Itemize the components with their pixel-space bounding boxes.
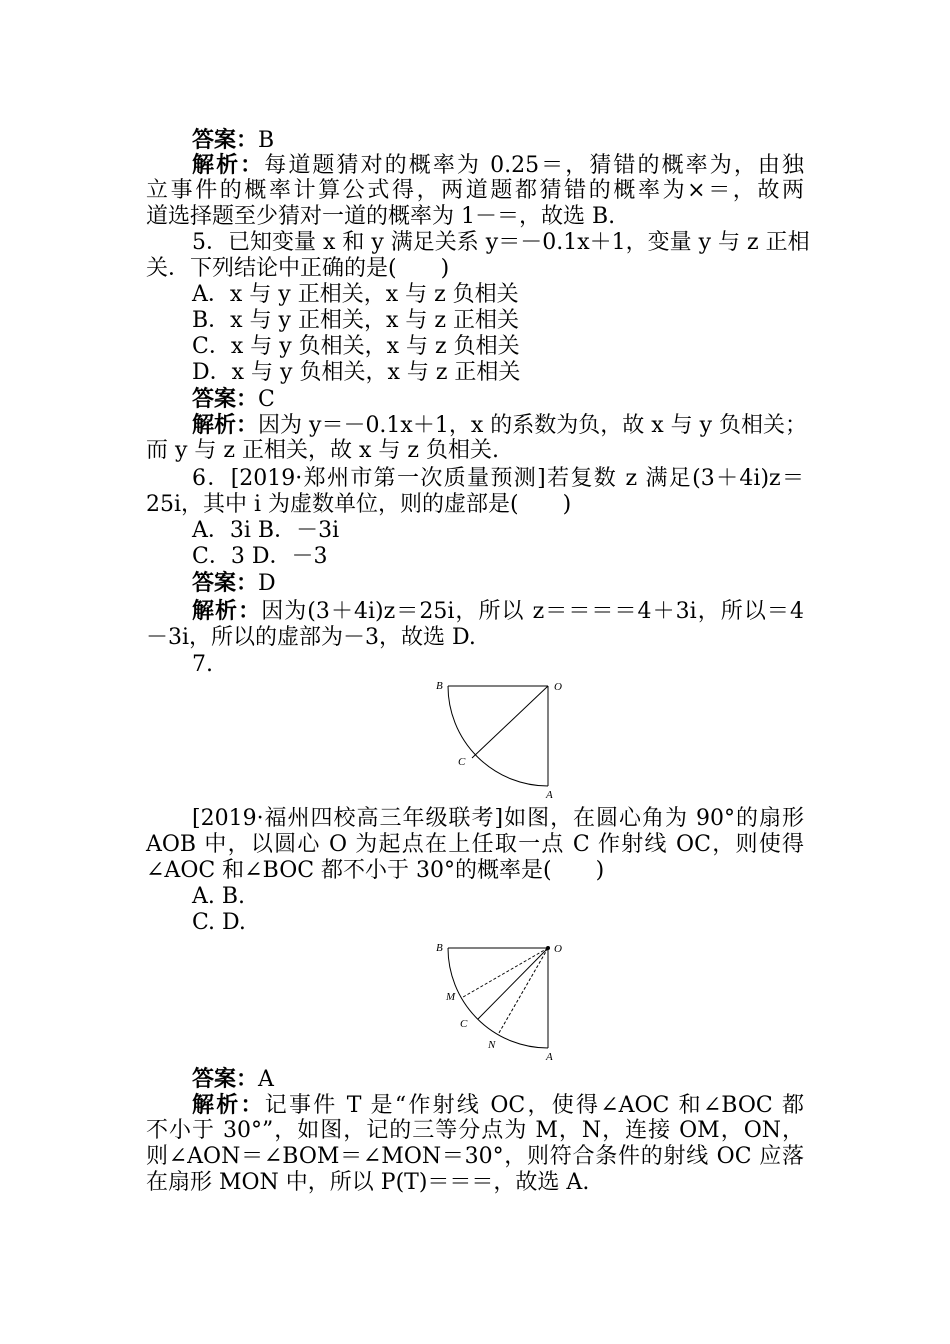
ray-om [461,948,548,998]
q7-number: 7. [192,652,213,677]
center-point [546,946,550,950]
q7-analysis-line-4: 在扇形 MON 中，所以 P(T)＝＝＝，故选 A. [146,1170,590,1195]
q7-analysis-line-1: 解析：记事件 T 是“作射线 OC，使得∠AOC 和∠BOC 都 [192,1092,804,1118]
label-b: B [436,680,443,692]
q4-analysis-line-3: 道选择题至少猜对一道的概率为 1－＝，故选 B. [146,204,616,229]
answer-label: 答案： [192,127,259,153]
q5-stem-line-2: 关．下列结论中正确的是( ) [146,256,450,281]
q6-options-ab: A．3i B．－3i [192,518,340,543]
q7-stem-line-1: [2019·福州四校高三年级联考]如图，在圆心角为 90°的扇形 [192,806,804,831]
answer-value: C [258,387,275,412]
label-a: A [546,1051,553,1062]
q6-stem-line-1: 6．[2019·郑州市第一次质量预测]若复数 z 满足(3＋4i)z＝ [192,466,804,491]
answer-label: 答案： [192,1066,259,1092]
q5-option-b: B．x 与 y 正相关，x 与 z 正相关 [192,308,519,333]
arc-ab [448,686,548,786]
analysis-label: 解析： [192,1092,265,1118]
label-n: N [488,1039,496,1051]
label-c: C [458,756,466,768]
q7-analysis-line-2: 不小于 30°”，如图，记的三等分点为 M，N，连接 OM，ON， [146,1118,804,1143]
q5-stem-line-1: 5．已知变量 x 和 y 满足关系 y＝－0.1x＋1，变量 y 与 z 正相 [192,230,810,255]
q5-analysis-line-1: 解析：因为 y＝－0.1x＋1，x 的系数为负，故 x 与 y 负相关； [192,412,808,438]
q6-analysis-line-2: －3i，所以的虚部为－3，故选 D. [146,625,476,650]
q6-options-cd: C．3 D．－3 [192,544,328,569]
q5-answer [192,386,275,413]
q5-analysis-line-2: 而 y 与 z 正相关，故 x 与 z 负相关. [146,438,499,463]
analysis-label: 解析： [192,152,265,178]
q7-options-cd: C. D. [192,910,246,935]
label-o: O [554,681,562,693]
analysis-label: 解析： [192,598,262,624]
q5-option-c: C．x 与 y 负相关，x 与 z 负相关 [192,334,520,359]
q6-analysis-line-1: 解析：因为(3＋4i)z＝25i，所以 z＝＝＝＝4＋3i，所以＝4 [192,598,804,624]
answer-label: 答案： [192,570,259,596]
analysis-label: 解析： [192,412,259,438]
ray-oc [478,948,548,1019]
sector-figure-2 [430,938,570,1062]
q4-analysis-line-1: 解析：每道题猜对的概率为 0.25＝，猜错的概率为，由独 [192,152,804,178]
q5-option-d: D．x 与 y 负相关，x 与 z 正相关 [192,360,521,385]
sector-figure-1 [430,676,570,800]
q6-stem-line-2: 25i，其中 i 为虚数单位，则的虚部是( ) [146,492,572,517]
q4-analysis-line-2: 立事件的概率计算公式得，两道题都猜错的概率为×＝，故两 [146,178,804,203]
answer-label: 答案： [192,386,259,412]
q4-answer [192,127,274,154]
q6-answer [192,570,276,597]
q7-answer [192,1066,274,1093]
answer-value: D [258,571,276,596]
answer-value: A [258,1067,274,1092]
q7-stem-line-2: AOB 中，以圆心 O 为起点在上任取一点 C 作射线 OC，则使得 [146,832,804,857]
label-c: C [460,1018,468,1030]
q7-options-ab: A. B. [192,884,246,909]
label-a: A [546,789,553,800]
q7-analysis-line-3: 则∠AON＝∠BOM＝∠MON＝30°，则符合条件的射线 OC 应落 [146,1144,804,1169]
label-b: B [436,942,443,954]
ray-oc [472,686,548,758]
q7-stem-line-3: ∠AOC 和∠BOC 都不小于 30°的概率是( ) [146,858,605,883]
label-m: M [446,991,456,1003]
answer-value: B [258,128,275,153]
label-o: O [554,943,562,955]
q5-option-a: A．x 与 y 正相关，x 与 z 负相关 [192,282,519,307]
